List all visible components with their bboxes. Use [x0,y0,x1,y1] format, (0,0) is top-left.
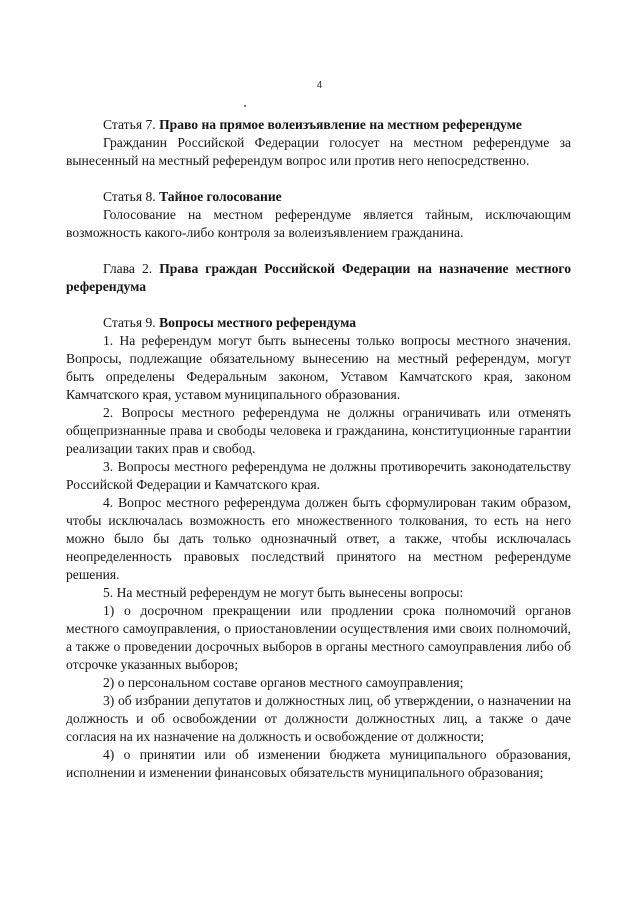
article-9-item-4: 4. Вопрос местного референдума должен быть сформулирован таким образом, чтобы исключалась возможность его множественного толкования, то есть на него можно было бы дать только однозначный ответ, а также, чтобы исключалась неопределенность правовых последствий принятого на местном референдуме решения. [66,495,571,582]
article-8-heading [66,188,571,206]
article-9-heading [66,314,571,332]
article-9-prefix: Статья 9. [103,315,156,330]
article-9-subitem-3: 3) об избрании депутатов и должностных лиц, об утверждении, о назначении на должность и об освобождении от должности должностных лиц, а также о даче согласия на их назначение на должность и освобождение от должности; [66,693,571,744]
page-number: 4 [316,80,323,91]
article-9-subitem-4: 4) о принятии или об изменении бюджета муниципального образования, исполнении и изменении финансовых обязательств муниципального образования; [66,747,571,780]
article-9-item-2: 2. Вопросы местного референдума не должны ограничивать или отменять общепризнанные права и свободы человека и гражданина, конституционные гарантии реализации таких прав и свобод. [66,405,571,456]
article-9-item-1: 1. На референдум могут быть вынесены только вопросы местного значения. Вопросы, подлежащие обязательному вынесению на местный референдум, могут быть определены Федеральным законом, Уставом Камчатского края, законом Камчатского края, уставом муниципального образования. [66,333,571,402]
article-8-prefix: Статья 8. [103,189,156,204]
article-9-item-3: 3. Вопросы местного референдума не должны противоречить законодательству Российской Федерации и Камчатского края. [66,459,571,492]
article-7-heading [66,116,571,134]
article-9-item-5: 5. На местный референдум не могут быть вынесены вопросы: [103,585,464,600]
article-8-paragraph: Голосование на местном референдуме является тайным, исключающим возможность какого-либо контроля за волеизъявлением гражданина. [66,207,571,240]
document-body [66,116,571,782]
scan-speck [244,105,246,107]
chapter-2-prefix: Глава 2. [103,261,153,276]
chapter-2-heading [66,260,571,296]
article-7-title: Право на прямое волеизъявление на местном референдуме [159,117,522,132]
article-9-subitem-2: 2) о персональном составе органов местного самоуправления; [103,675,464,690]
article-8-title: Тайное голосование [159,189,282,204]
article-7-paragraph: Гражданин Российской Федерации голосует на местном референдуме за вынесенный на местный референдум вопрос или против него непосредственно. [66,135,571,168]
chapter-2-title: Права граждан Российской Федерации на назначение местного референдума [66,261,572,294]
article-7-prefix: Статья 7. [103,117,156,132]
article-9-subitem-1: 1) о досрочном прекращении или продлении срока полномочий органов местного самоуправления, о приостановлении осуществления ими своих полномочий, а также о проведении досрочных выборов в органы местного самоуправления либо об отсрочке указанных выборов; [66,603,571,672]
article-9-title: Вопросы местного референдума [159,315,357,330]
